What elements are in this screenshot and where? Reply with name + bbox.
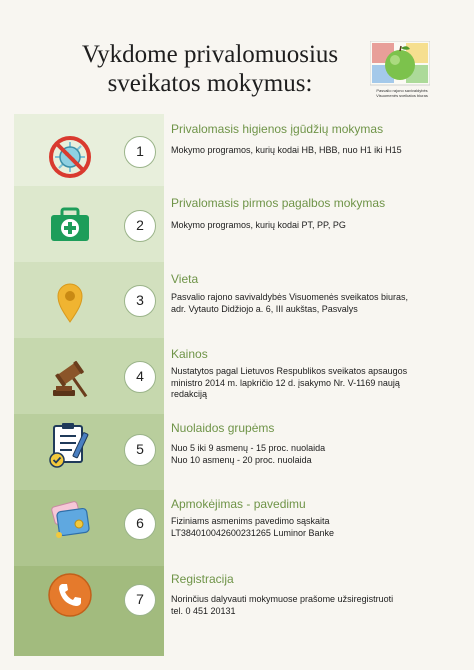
item-text-line: tel. 0 451 20131 [171, 605, 236, 616]
step-number-2: 2 [124, 210, 156, 242]
item-text-line: Nuo 10 asmenų - 20 proc. nuolaida [171, 454, 312, 465]
first-aid-kit-icon [45, 200, 95, 250]
step-number-3: 3 [124, 285, 156, 317]
item-heading-4: Kainos [171, 347, 208, 361]
item-heading-5: Nuolaidos grupėms [171, 421, 275, 435]
item-text-line: adr. Vytauto Didžiojo a. 6, III aukštas, Pasvalys [171, 303, 358, 314]
checklist-icon [45, 420, 95, 470]
location-pin-icon [45, 276, 95, 326]
item-text-7 [171, 594, 471, 617]
title-line-2: sveikatos mokymus: [107, 70, 313, 97]
item-heading-7: Registracija [171, 572, 234, 586]
item-text-line: Pasvalio rajono savivaldybės Visuomenės sveikatos biuras, [171, 292, 408, 302]
payment-icon [45, 494, 95, 544]
item-text-1 [171, 145, 471, 157]
item-text-line: LT384010042600231265 Luminor Banke [171, 527, 334, 538]
item-text-line: Nustatytos pagal Lietuvos Respublikos sveikatos apsaugos [171, 366, 408, 376]
step-number-6: 6 [124, 508, 156, 540]
item-heading-2: Privalomasis pirmos pagalbos mokymas [171, 196, 386, 210]
item-heading-3: Vieta [171, 272, 199, 286]
virus-prohibited-icon [45, 132, 95, 182]
item-text-line: ministro 2014 m. lapkričio 12 d. įsakymo Nr. V-1169 naują [171, 377, 400, 388]
item-text-line: Fiziniams asmenims pavedimo sąskaita [171, 516, 330, 526]
item-text-4 [171, 366, 471, 401]
step-number-4: 4 [124, 361, 156, 393]
step-number-7: 7 [124, 584, 156, 616]
page-title [60, 40, 360, 98]
item-text-5 [171, 443, 471, 466]
title-line-1: Vykdome privalomuosius [81, 41, 339, 68]
item-text-line: Mokymo programos, kurių kodai PT, PP, PG [171, 220, 346, 230]
step-number-1: 1 [124, 136, 156, 168]
item-heading-6: Apmokėjimas - pavedimu [171, 497, 306, 511]
logo-caption [364, 88, 440, 98]
item-text-line: Nuo 5 iki 9 asmenų - 15 proc. nuolaida [171, 443, 326, 453]
gavel-icon [45, 352, 95, 402]
phone-icon [45, 570, 95, 620]
step-number-5: 5 [124, 434, 156, 466]
item-text-line: Norinčius dalyvauti mokymuose prašome užsiregistruoti [171, 594, 394, 604]
item-text-6 [171, 516, 471, 539]
item-text-line: Mokymo programos, kurių kodai HB, HBB, nuo H1 iki H15 [171, 145, 402, 155]
item-text-line: redakciją [171, 389, 208, 399]
item-heading-1: Privalomasis higienos įgūdžių mokymas [171, 122, 384, 136]
logo-caption-line-1: Pasvalio rajono savivaldybės [376, 88, 428, 93]
item-text-2 [171, 220, 471, 232]
item-text-3 [171, 292, 471, 315]
logo-caption-line-2: Visuomenės sveikatos biuras [376, 93, 428, 98]
